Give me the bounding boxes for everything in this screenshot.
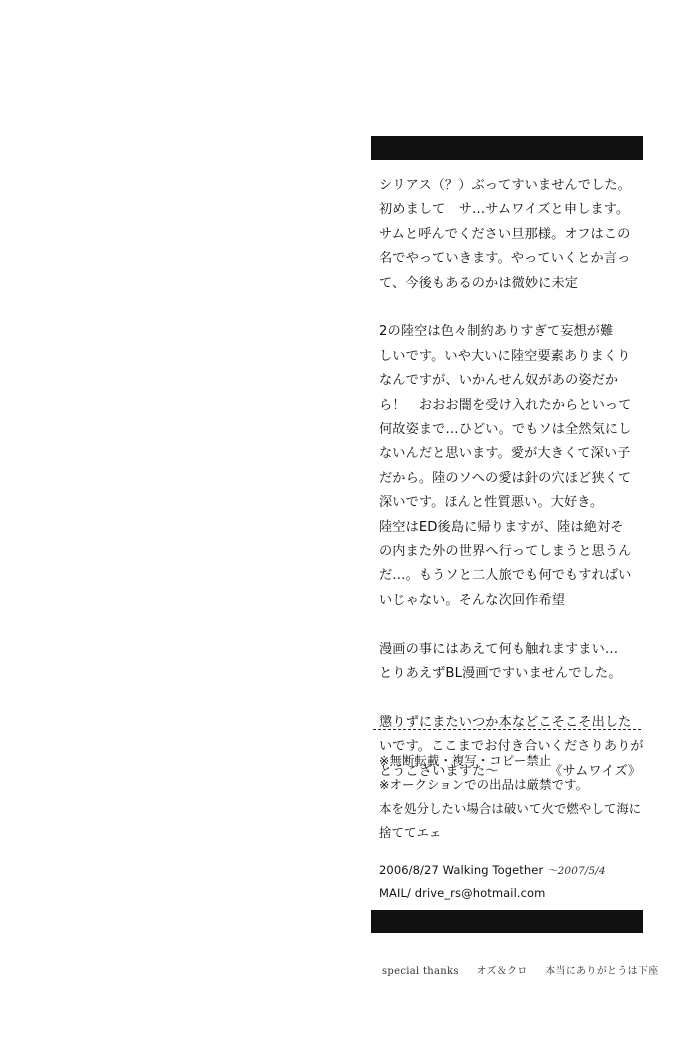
afterword-line: しいです。いや大いに陸空要素ありまくり <box>379 348 631 364</box>
afterword-line: とりあえずBL漫画ですいませんでした。 <box>379 666 622 682</box>
afterword-line: ないんだと思います。愛が大きくて深い子 <box>379 446 631 462</box>
afterword-line: 深いです。ほんと性質悪い。大好き。 <box>379 495 604 511</box>
afterword-line: て、今後もあるのかは微妙に未定 <box>379 275 579 291</box>
thanks-names: オズ＆クロ <box>476 966 528 977</box>
afterword-line: だから。陸のソへの愛は針の穴ほど狭くて <box>379 470 632 486</box>
author-signature: 《サムワイズ》 <box>549 763 641 779</box>
afterword-line: いじゃない。そんな次回作希望 <box>379 592 566 608</box>
copyright-notice <box>379 749 641 845</box>
afterword-line: いです。ここまでお付き合いくださりありが <box>379 739 644 755</box>
afterword-text <box>379 174 644 784</box>
header-black-bar <box>371 136 643 160</box>
contact-email: MAIL/ drive_rs@hotmail.com <box>379 886 546 900</box>
notice-line: ※無断転載・複写・コピー禁止 <box>379 753 552 768</box>
thanks-label: special thanks <box>382 966 459 977</box>
thanks-note: 本当にありがとうは下座 <box>545 966 659 977</box>
date-line <box>379 859 641 882</box>
afterword-line: ら！ おおお闇を受け入れたからといって <box>379 397 632 413</box>
afterword-line: なんですが、いかんせん奴があの姿だか <box>379 373 619 389</box>
afterword-line: 名でやっていきます。やっていくとか言っ <box>379 251 631 267</box>
notice-line: ※オークションでの出品は厳禁です。 <box>379 777 589 792</box>
afterword-line: 初めまして サ…サムワイズと申します。 <box>379 202 630 218</box>
afterword-line: 陸空はED後島に帰りますが、陸は絶対そ <box>379 519 624 535</box>
publication-info <box>379 859 641 904</box>
afterword-line: 2の陸空は色々制約ありすぎて妄想が難 <box>379 324 614 340</box>
afterword-line: シリアス（？）ぶってすいませんでした。 <box>379 178 631 193</box>
afterword-line: の内また外の世界へ行ってしまうと思うん <box>379 544 632 560</box>
afterword-line: 懲りずにまたいつか本などこそこそ出した <box>379 714 632 730</box>
notice-line: 本を処分したい場合は破いて火で燃やして海に <box>379 801 642 816</box>
special-thanks <box>382 962 659 977</box>
dashed-divider <box>373 729 641 730</box>
afterword-line: 何故姿まで…ひどい。でもソは全然気にし <box>379 422 632 438</box>
closing-text: とうございますた～ <box>379 763 499 779</box>
footer-black-bar <box>371 910 643 933</box>
notice-line: 捨ててエェ <box>379 825 442 840</box>
afterword-line: サムと呼んでください旦那様。オフはこの <box>379 226 631 242</box>
afterword-line: 漫画の事にはあえて何も触れますまい… <box>379 641 619 657</box>
handwritten-date: ～2007/5/4 <box>547 865 606 877</box>
afterword-line: だ…。もうソと二人旅でも何でもすればい <box>379 568 632 584</box>
publication-date: 2006/8/27 Walking Together <box>379 863 544 877</box>
